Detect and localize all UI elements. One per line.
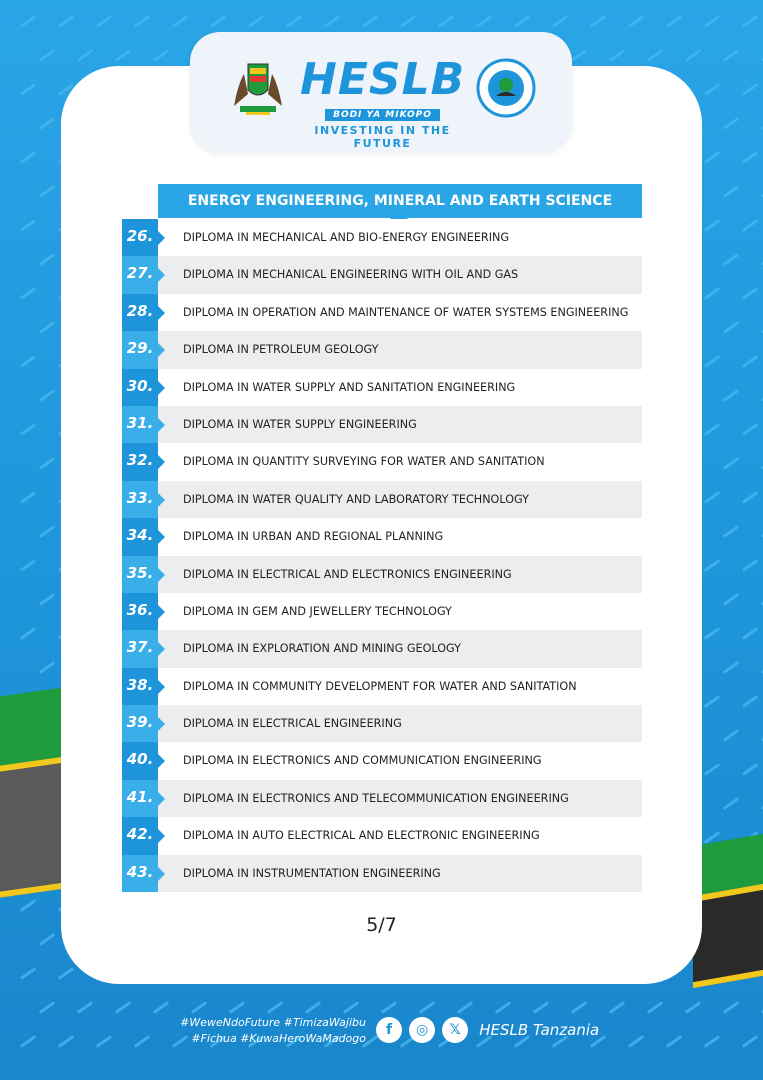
item-label: DIPLOMA IN ELECTRICAL AND ELECTRONICS ENGINEERING <box>158 556 642 593</box>
item-arrow <box>158 418 165 432</box>
list-item <box>122 855 642 892</box>
item-number: 30. <box>122 369 158 406</box>
list-item <box>122 294 642 331</box>
brand-tagline: INVESTING IN THE FUTURE <box>314 124 451 150</box>
item-arrow <box>158 680 165 694</box>
item-label: DIPLOMA IN QUANTITY SURVEYING FOR WATER AND SANITATION <box>158 443 642 480</box>
item-number: 43. <box>122 855 158 892</box>
item-label: DIPLOMA IN ELECTRONICS AND TELECOMMUNICATION ENGINEERING <box>158 780 642 817</box>
item-label: DIPLOMA IN MECHANICAL ENGINEERING WITH OIL AND GAS <box>158 256 642 293</box>
item-arrow <box>158 306 165 320</box>
item-label: DIPLOMA IN MECHANICAL AND BIO-ENERGY ENGINEERING <box>158 219 642 256</box>
item-arrow <box>158 455 165 469</box>
item-label: DIPLOMA IN OPERATION AND MAINTENANCE OF WATER SYSTEMS ENGINEERING <box>158 294 642 331</box>
list-item <box>122 369 642 406</box>
list-item <box>122 817 642 854</box>
list-item <box>122 518 642 555</box>
facebook-icon[interactable]: f <box>376 1017 402 1043</box>
item-number: 32. <box>122 443 158 480</box>
item-number: 35. <box>122 556 158 593</box>
coat-of-arms-icon <box>226 54 290 118</box>
page-indicator: 5/7 <box>366 914 397 936</box>
item-label: DIPLOMA IN PETROLEUM GEOLOGY <box>158 331 642 368</box>
item-label: DIPLOMA IN ELECTRONICS AND COMMUNICATION ENGINEERING <box>158 742 642 779</box>
flag-stripe-black-right <box>693 884 763 988</box>
item-number: 37. <box>122 630 158 667</box>
header-logo-panel <box>190 32 572 152</box>
hashtags-line-2: #Fichua #KuwaHeroWaMadogo <box>191 1032 366 1045</box>
item-label: DIPLOMA IN AUTO ELECTRICAL AND ELECTRONIC ENGINEERING <box>158 817 642 854</box>
brand-subtitle: BODI YA MIKOPO <box>325 109 440 121</box>
list-item <box>122 556 642 593</box>
item-arrow <box>158 642 165 656</box>
item-arrow <box>158 792 165 806</box>
item-arrow <box>158 268 165 282</box>
student-loans-seal-icon <box>476 58 536 118</box>
item-arrow <box>158 343 165 357</box>
list-item <box>122 481 642 518</box>
item-number: 31. <box>122 406 158 443</box>
item-arrow <box>158 568 165 582</box>
item-arrow <box>158 381 165 395</box>
item-label: DIPLOMA IN EXPLORATION AND MINING GEOLOGY <box>158 630 642 667</box>
item-arrow <box>158 867 165 881</box>
hashtags <box>180 1015 366 1047</box>
list-item <box>122 219 642 256</box>
social-handle: HESLB Tanzania <box>479 1021 600 1039</box>
item-arrow <box>158 717 165 731</box>
item-number: 39. <box>122 705 158 742</box>
item-label: DIPLOMA IN WATER SUPPLY ENGINEERING <box>158 406 642 443</box>
instagram-icon[interactable]: ◎ <box>409 1017 435 1043</box>
list-item <box>122 406 642 443</box>
list-item <box>122 331 642 368</box>
footer <box>0 1015 763 1055</box>
item-label: DIPLOMA IN INSTRUMENTATION ENGINEERING <box>158 855 642 892</box>
social-links <box>376 1017 599 1043</box>
item-label: DIPLOMA IN WATER SUPPLY AND SANITATION ENGINEERING <box>158 369 642 406</box>
item-arrow <box>158 493 165 507</box>
item-label: DIPLOMA IN GEM AND JEWELLERY TECHNOLOGY <box>158 593 642 630</box>
list-item <box>122 780 642 817</box>
item-number: 40. <box>122 742 158 779</box>
item-number: 34. <box>122 518 158 555</box>
list-item <box>122 630 642 667</box>
item-number: 28. <box>122 294 158 331</box>
list-item <box>122 742 642 779</box>
list-item <box>122 668 642 705</box>
item-label: DIPLOMA IN COMMUNITY DEVELOPMENT FOR WATER AND SANITATION <box>158 668 642 705</box>
item-arrow <box>158 530 165 544</box>
item-arrow <box>158 231 165 245</box>
x-icon[interactable]: 𝕏 <box>442 1017 468 1043</box>
item-number: 26. <box>122 219 158 256</box>
brand-name: HESLB <box>300 54 466 105</box>
item-number: 42. <box>122 817 158 854</box>
list-item <box>122 443 642 480</box>
brand-block <box>300 54 466 150</box>
list-item <box>122 593 642 630</box>
item-label: DIPLOMA IN URBAN AND REGIONAL PLANNING <box>158 518 642 555</box>
list-item <box>122 705 642 742</box>
item-number: 27. <box>122 256 158 293</box>
item-label: DIPLOMA IN ELECTRICAL ENGINEERING <box>158 705 642 742</box>
list-item <box>122 256 642 293</box>
item-number: 33. <box>122 481 158 518</box>
item-arrow <box>158 829 165 843</box>
section-title: ENERGY ENGINEERING, MINERAL AND EARTH SCIENCE <box>158 184 642 218</box>
item-number: 41. <box>122 780 158 817</box>
item-arrow <box>158 754 165 768</box>
item-number: 29. <box>122 331 158 368</box>
hashtags-line-1: #WeweNdoFuture #TimizaWajibu <box>180 1016 366 1029</box>
item-number: 38. <box>122 668 158 705</box>
item-label: DIPLOMA IN WATER QUALITY AND LABORATORY TECHNOLOGY <box>158 481 642 518</box>
item-number: 36. <box>122 593 158 630</box>
program-list <box>122 219 642 892</box>
item-arrow <box>158 605 165 619</box>
